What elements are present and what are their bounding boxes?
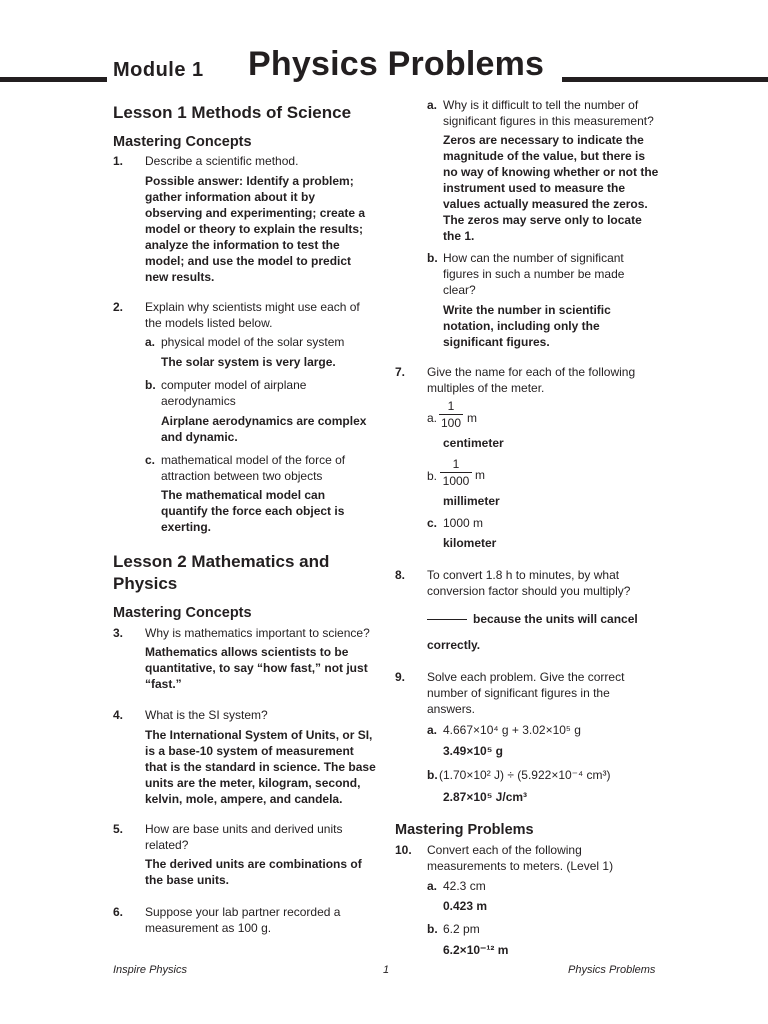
question-text: Give the name for each of the following multiples of the meter. [427, 365, 636, 395]
question-number: 5. [113, 822, 124, 836]
answer-7a: centimeter [443, 436, 504, 450]
answer-8-line-1: because the units will cancel [427, 611, 667, 627]
question-text: What is the SI system? [145, 708, 268, 722]
item-text: 6.2 pm [443, 922, 480, 936]
mastering-concepts-heading: Mastering Concepts [113, 134, 252, 150]
fraction-numerator: 1 [447, 399, 455, 413]
module-label: Module 1 [113, 59, 204, 81]
fraction-numerator: 1 [452, 457, 460, 471]
item-letter: a. [427, 723, 438, 737]
mastering-concepts-heading: Mastering Concepts [113, 605, 252, 621]
answer-blank [427, 619, 467, 620]
answer-7b: millimeter [443, 494, 500, 508]
answer-5: The derived units are combinations of the base units. [145, 857, 362, 887]
question-number: 10. [395, 843, 412, 857]
item-letter: a. [427, 879, 438, 893]
answer-10b: 6.2×10⁻¹² m [443, 943, 509, 957]
answer-2b: Airplane aerodynamics are complex and dynamic. [161, 414, 367, 444]
question-number: 6. [113, 905, 124, 919]
item-letter: b. [427, 922, 438, 936]
fraction-1-100 [439, 399, 463, 431]
item-letter: b. [427, 251, 438, 265]
question-text: Explain why scientists might use each of the models listed below. [145, 300, 360, 330]
question-text: Suppose your lab partner recorded a measurement as 100 g. [145, 905, 341, 935]
unit-label: m [467, 411, 477, 425]
lesson-1-heading: Lesson 1 Methods of Science [113, 103, 352, 122]
item-letter: b. [427, 768, 438, 782]
item-text: computer model of airplane aerodynamics [161, 378, 307, 408]
item-text: How can the number of significant figures in such a number be made clear? [443, 251, 625, 297]
question-text: Convert each of the following measurements to meters. (Level 1) [427, 843, 614, 873]
question-number: 1. [113, 154, 124, 168]
footer-book-title: Inspire Physics [113, 964, 187, 976]
item-letter: c. [145, 453, 156, 467]
answer-8-line-2: correctly. [427, 638, 481, 652]
fraction-denominator: 1000 [440, 472, 472, 489]
footer-page-number: 1 [383, 964, 390, 976]
item-letter: c. [427, 516, 438, 530]
answer-2c: The mathematical model can quantify the force each object is exerting. [161, 488, 345, 534]
item-letter: b. [145, 378, 156, 392]
answer-10a: 0.423 m [443, 899, 488, 913]
question-text: Describe a scientific method. [145, 154, 299, 168]
item-text: Why is it difficult to tell the number of significant figures in this measurement? [443, 98, 654, 128]
question-number: 9. [395, 670, 406, 684]
question-number: 2. [113, 300, 124, 314]
footer-section-title: Physics Problems [568, 964, 656, 976]
question-text: To convert 1.8 h to minutes, by what conversion factor should you multiply? [427, 568, 631, 598]
answer-3: Mathematics allows scientists to be quantitative, to say “how fast,” not just “fast.” [145, 645, 368, 691]
item-text: (1.70×10² J) ÷ (5.922×10⁻⁴ cm³) [439, 768, 611, 782]
item-letter: a. [427, 98, 438, 112]
answer-6b: Write the number in scientific notation, including only the significant figures. [443, 303, 611, 349]
unit-label: m [475, 468, 485, 482]
item-text: 1000 m [443, 516, 484, 530]
item-letter: a. [427, 411, 438, 425]
question-number: 8. [395, 568, 406, 582]
answer-9b: 2.87×10⁵ J/cm³ [443, 790, 528, 804]
question-number: 4. [113, 708, 124, 722]
mastering-problems-heading: Mastering Problems [395, 822, 534, 838]
item-letter: a. [145, 335, 156, 349]
fraction-denominator: 100 [440, 416, 462, 430]
fraction-1-1000 [440, 457, 472, 489]
question-text: How are base units and derived units related? [145, 822, 343, 852]
answer-9a: 3.49×10⁵ g [443, 744, 504, 758]
page-title: Physics Problems [248, 45, 545, 83]
answer-4: The International System of Units, or SI, is a base-10 system of measurement that is the standard in science. The base units are the meter, kilogram, second, kelvin, mole, ampere, and candela. [145, 728, 376, 806]
item-text: mathematical model of the force of attraction between two objects [161, 453, 346, 483]
lesson-2-heading: Lesson 2 Mathematics and Physics [113, 552, 330, 593]
item-text: physical model of the solar system [161, 335, 345, 349]
question-text: Why is mathematics important to science? [145, 626, 370, 640]
item-text: 42.3 cm [443, 879, 486, 893]
item-text: 4.667×10⁴ g + 3.02×10⁵ g [443, 723, 581, 737]
answer-6a: Zeros are necessary to indicate the magnitude of the value, but there is no way of knowing whether or not the instrument used to measure the values actually measured the zeros. The zeros may serve only to locate the 1. [443, 133, 659, 243]
answer-7c: kilometer [443, 536, 497, 550]
question-number: 3. [113, 626, 124, 640]
answer-1: Possible answer: Identify a problem; gather information about it by observing and experimenting; create a model or theory to explain the results; analyze the information to test the model; and use the model to predict new results. [145, 174, 366, 284]
question-number: 7. [395, 365, 406, 379]
item-letter: b. [427, 469, 438, 483]
question-text: Solve each problem. Give the correct number of significant figures in the answers. [427, 670, 625, 716]
answer-2a: The solar system is very large. [161, 355, 336, 369]
